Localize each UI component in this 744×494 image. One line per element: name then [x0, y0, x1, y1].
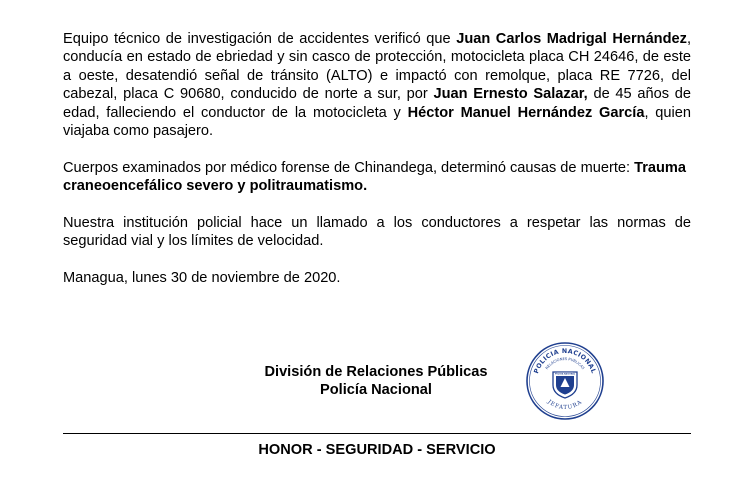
name-truck-driver: Juan Ernesto Salazar,: [433, 86, 588, 103]
text-segment: Cuerpos examinados por médico forense de Chinandega, determinó causas de muerte:: [63, 159, 635, 176]
footer-divider: [63, 433, 691, 434]
footer-motto: HONOR - SEGURIDAD - SERVICIO: [258, 442, 496, 458]
seal-badge-text: POLICIA NACIONAL: [554, 373, 576, 376]
paragraph-place-date: [63, 269, 691, 287]
paragraph-safety-call: [63, 214, 691, 251]
signature-block: [250, 363, 502, 400]
signature-institution: Policía Nacional: [320, 382, 432, 399]
paragraph-cause-of-death: [63, 159, 691, 196]
name-passenger: Héctor Manuel Hernández García: [407, 104, 645, 121]
seal-bottom-text: JEFATURA: [546, 399, 584, 412]
police-seal-icon: [525, 341, 605, 421]
name-motorcyclist: Juan Carlos Madrigal Hernández: [456, 31, 687, 47]
seal-top-text: POLICIA NACIONAL: [533, 347, 597, 375]
text-segment: , quien viajaba como pasajero.: [63, 104, 691, 140]
seal-inner-text: RELACIONES PUBLICAS: [544, 356, 586, 371]
text-segment: , conducía en estado de ebriedad y sin casco de protección, motocicleta placa CH 24646, de este a oeste, desatendió señal de tránsito (ALTO) e impactó con remolque, placa RE 7726, del cabezal, placa C 90680, conducido de norte a sur, por: [63, 31, 691, 103]
signature-division: División de Relaciones Públicas: [264, 364, 488, 380]
place-date: Managua, lunes 30 de noviembre de 2020.: [63, 270, 341, 287]
paragraph-accident-report: [63, 30, 691, 140]
text-segment: Nuestra institución policial hace un llamado a los conductores a respetar las normas de seguridad vial y los límites de velocidad.: [63, 215, 691, 250]
press-release-body: [63, 30, 691, 306]
cause-of-death: Trauma craneoencefálico severo y politraumatismo.: [63, 159, 687, 195]
text-segment: Equipo técnico de investigación de accidentes verificó que: [63, 31, 457, 47]
text-segment: de 45 años de edad, falleciendo el conductor de la motocicleta y: [63, 86, 692, 121]
seal-shield-icon: [553, 372, 577, 398]
